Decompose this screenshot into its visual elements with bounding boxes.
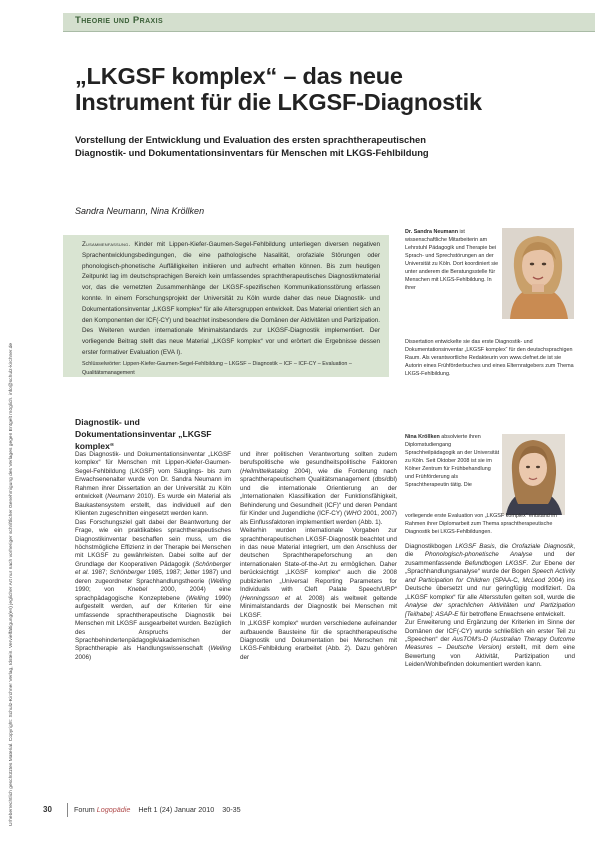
bio-neumann <box>405 229 500 293</box>
magazine-name: Logopädie <box>96 805 131 814</box>
footer-divider <box>67 803 68 817</box>
col3-paragraph-1: Diagnostikbogen LKGSF Basis, die Orofaziale Diagnostik, die Phonologisch-phonetische Analyse und der zusammenfassende Befundbogen LKGSF. Zur Ebene der „Sprachhandlungsanalyse“ wurde der Bogen Speech Activity and Participation for Children (SPAA-C, McLeod 2004) ins Deutsche übersetzt und nur geringfügig modifiziert. Da „LKGSF komplex“ für alle Altersstufen gelten soll, wurde die Analyse der sprachlichen Aktivitäten und Partizipation [Teilhabe]: ASAP-E für betroffene Erwachsene entwickelt. <box>405 543 576 618</box>
article-subtitle: Vorstellung der Entwicklung und Evaluation des ersten sprachtherapeutischen Diagnostik- und Dokumentationsinventars für Menschen mit LKGS-Fehlbildung <box>75 134 429 158</box>
bio-neumann-text-a: ist wissenschaftliche Mitarbeiterin am Lehrstuhl Pädagogik und Therapie bei Sprach- und Sprechstörungen an der Universität zu Köln. Dort koordiniert sie unter anderem die Beratungsstelle für Menschen mit LKGS-Fehlbildung. In ihrer <box>405 229 499 291</box>
body-column-3 <box>405 543 575 670</box>
section-label: Theorie und Praxis <box>75 15 164 26</box>
bio-neumann-continued: Dissertation entwickelte sie das erste Diagnostik- und Dokumentationsinventar „LKGSF komplex“ für den deutschsprachigen Raum. Als verantwortliche Redakteurin von www.clefnet.de ist sie Autorin eines Frühförderbuches und eines Elternratgebers zum Thema LKGS-Fehlbildung. <box>405 339 574 377</box>
bio-kroellken-name: Nina Kröllken <box>405 434 440 440</box>
bio-neumann-name: Dr. Sandra Neumann <box>405 229 459 235</box>
section-header-bar <box>63 13 595 31</box>
author-photo-kroellken <box>502 434 565 515</box>
body-column-1 <box>75 451 231 662</box>
issue-info: Heft 1 (24) Januar 2010 <box>138 805 215 814</box>
bio-kroellken <box>405 434 500 490</box>
col2-paragraph-1: und ihrer politischen Verantwortung sollten zudem berufspolitische wie gesundheitspolitische Faktoren (Heilmittelkatalog 2004), wie die Forderung nach sprachtherapeutischem Qualitätsmanagement (dbs/dbl) und die internationale Orientierung an der „Internationalen Klassifikation der Funktionsfähigkeit, Behinderung und Gesundheit (ICF)“ und deren Pendant für Kinder und Jugendliche (ICF-CY) (WHO 2001, 2007) als Einflussfaktoren implementiert werden (Abb. 1). <box>240 451 397 526</box>
article-authors: Sandra Neumann, Nina Kröllken <box>75 206 205 216</box>
side-copyright-notice: Urheberrechtlich geschütztes Material. Copyright: Schulz-Kirchner Verlag, Idstein. Vervielfältigung(en) jeglicher Art nur nach vorheriger schriftlicher Genehmigung des Verlages gegen Entgelt möglich. info@schulz-kirchner.de <box>9 342 14 826</box>
col3-paragraph-2: Zur Erweiterung und Ergänzung der Kriterien im Sinne der Domänen der ICF(-CY) wurde schließlich ein erster Teil zu „Speechen“ der AusTOM's-D (Australian Therapy Outcome Measures – Deutsche Version) erstellt, mit dem eine Bewertung von Aktivität, Partizipation und Leiden/Wohlbefinden dokumentiert werden kann. <box>405 619 576 669</box>
journal-name: Forum <box>74 805 95 814</box>
article-title <box>75 63 515 115</box>
page-number: 30 <box>43 805 52 814</box>
abstract-text <box>82 240 380 359</box>
title-line-1: „LKGSF komplex“ – das neue <box>75 63 403 89</box>
abstract-lead: Zusammenfassung. <box>82 241 131 248</box>
journal-info <box>74 805 241 814</box>
author-photo-neumann <box>502 228 574 319</box>
body-column-2 <box>240 451 397 662</box>
page-range: 30-35 <box>222 805 241 814</box>
col1-paragraph-2: Das Forschungsziel galt dabei der Beantwortung der Frage, wie ein praktikables sprachtherapeutisches Diagnostikinventar beschaffen sein muss, um die höchstmögliche Effizienz in der Therapie bei Menschen mit LKGSF zu gewährleisten. Dabei sollte auf der Grundlage der Kooperativen Pädagogik (Schönberger et al. 1987; Schönberger 1985, 1987; Jetter 1987) und deren zugeordneter Sprachhandlungstheorie (Welling 1990; von Knebel 2000, 2004) eine sprachpädagogische Konzeptebene (Welling 1990) aufgestellt werden, auf der Kriterien für eine umfassende sprachtherapeutische Diagnostik bei Menschen mit LKGSF ausgearbeitet wurden. Bezüglich des Anspruchs der Sprachbehindertenpädagogik/akademischen Sprachtherapie als Handlungswissenschaft (Welling 2006) <box>75 518 231 661</box>
title-line-2: Instrument für die LKGSF-Diagnostik <box>75 89 482 115</box>
bio-kroellken-text-a: absolvierte ihren Diplomstudiengang Sprachheilpädagogik an der Universität zu Köln. Seit Oktober 2008 ist sie im Kölner Zentrum für Frühbehandlung und Frühförderung als Sprachtherapeutin tätig. Die <box>405 434 500 488</box>
header-divider <box>63 31 595 32</box>
col1-paragraph-1: Das Diagnostik- und Dokumentationsinventar „LKGSF komplex“ für Menschen mit Lippen-Kiefer-Gaumen-Segel-Fehlbildung (LKGSF) vom Säuglings- bis zum Erwachsenenalter wurde von Dr. Sandra Neumann im Rahmen ihrer Dissertation an der Universität zu Köln entwickelt (Neumann 2010). Es wurde ein Material als Baukastensystem erstellt, das individuell auf den Klienten zugeschnitten eingesetzt werden kann. <box>75 451 231 518</box>
abstract-keywords: Schlüsselwörter: Lippen-Kiefer-Gaumen-Segel-Fehlbildung – LKGSF – Diagnostik – ICF – ICF-CY – Evaluation – Qualitätsmanagement <box>82 361 352 376</box>
page-footer <box>43 803 583 819</box>
abstract-body: Kinder mit Lippen-Kiefer-Gaumen-Segel-Fehlbildung unterliegen diversen negativen Sprachentwicklungsbedingungen, die eine pathologische Nasalität, orofaziale Störungen oder phonologisch-phonetische Auffälligkeiten initiieren und aufrecht erhalten können. Bis zum heutigen Zeitpunkt lag im deutschsprachigen Bereich kein umfassendes sprachtherapeutisches Diagnostikmaterial vor, das die vernetzten Zusammenhänge der LKGSF-spezifischen Kommunikationsstörung erfassen konnte. In einem Forschungsprojekt der Universität zu Köln wurde daher das neue Diagnostik- und Dokumentationsinventar „LKGSF komplex“ für alle Altersgruppen entwickelt. Das Material orientiert sich an den Komponenten der ICF(-CY) und beachtet insbesondere die Domänen der Aktivitäten und Partizipation. Des Weiteren wurden internationale Minimalstandards zur LKGSF-Diagnostik implementiert. Der vorliegende Beitrag stellt das neue Material „LKGSF komplex“ vor und erörtert die Ergebnisse dessen erster formativer Evaluation (EVA I). <box>82 241 380 356</box>
col2-paragraph-3: In „LKGSF komplex“ wurden verschiedene aufeinander aufbauende Bausteine für die sprachtherapeutische Diagnostik und Dokumentation bei Menschen mit LKGS-Fehlbildung erarbeitet (Abb. 2). Dazu gehören der <box>240 620 397 661</box>
col2-paragraph-2: Weiterhin wurden internationale Vorgaben zur sprachtherapeutischen LKGSF-Diagnostik beachtet und in das neue Material integriert, um den Anschluss der deutschen Sprachtherapeforschung an den internationalen State-of-the-Art zu ermöglichen. Daher berücksichtigt „LKGSF komplex“ auch die 2008 publizierten „Universal Reporting Parameters for Individuals with Cleft Palate Speech/URP“ (Henningsson et al. 2008) als weltweit geltende Minimalstandards der Diagnostik bei Menschen mit LKGSF. <box>240 527 397 619</box>
bio-kroellken-continued: vorliegende erste Evaluation von „LKGSF komplex“ entstand im Rahmen ihrer Diplomarbeit zum Thema sprachtherapeutische Diagnostik bei LKGS-Fehlbildungen. <box>405 513 557 535</box>
section-heading: Diagnostik- und Dokumentationsinventar „LKGSF komplex“ <box>75 417 212 451</box>
